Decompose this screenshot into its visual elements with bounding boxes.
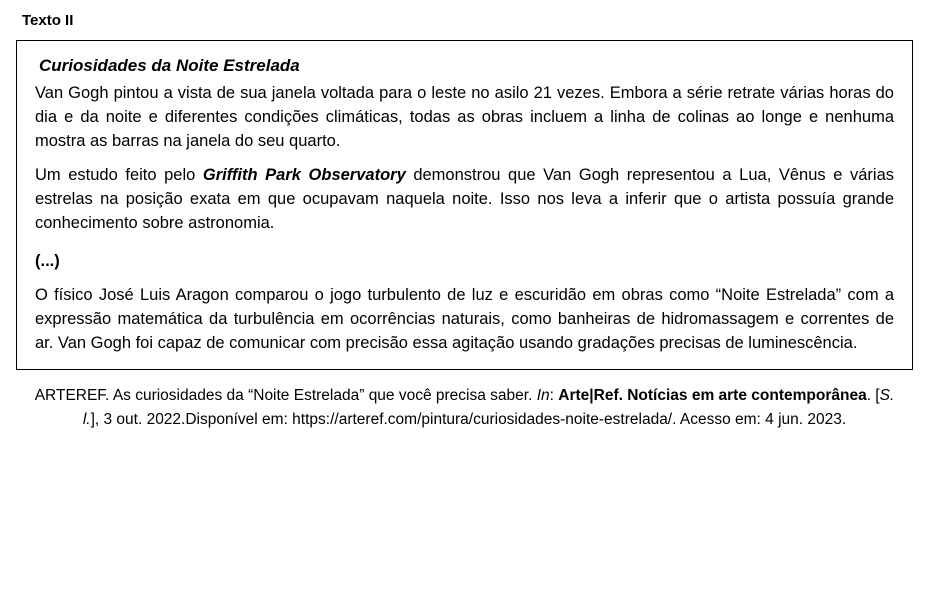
paragraph-2: Um estudo feito pelo Griffith Park Observatory demonstrou que Van Gogh representou a Lua, Vênus e várias estrelas na posição exata em que ocupavam naquela noite. Isso nos leva a inferir que o artista possuía grande conhecimento sobre astronomia.: [35, 166, 895, 232]
ellipsis-marker: (...): [35, 252, 60, 270]
paragraph-1: Van Gogh pintou a vista de sua janela voltada para o leste no asilo 21 vezes. Embora a série retrate várias horas do dia e da noite e diferentes condições climáticas, todas as obras incluem a linha de colinas ao longe e nenhuma mostra as barras na janela do seu quarto.: [35, 84, 894, 150]
source-citation: ARTEREF. As curiosidades da “Noite Estrelada” que você precisa saber. In: Arte|Ref. Notícias em arte contemporânea. [S. l.], 3 out. 2022.Disponível em: https://arteref.com/pintura/curiosidades-noite-estrelada/. Acesso em: 4 jun. 2023.: [34, 387, 895, 428]
text-box-title: Curiosidades da Noite Estrelada: [39, 56, 300, 75]
page-title: Texto II: [22, 12, 74, 29]
paragraph-3: O físico José Luis Aragon comparou o jogo turbulento de luz e escuridão em obras como “Noite Estrelada” com a expressão matemática da turbulência em ocorrências naturais, como banheiras de hidromassagem e correntes de ar. Van Gogh foi capaz de comunicar com precisão essa agitação usando gradações precisas de luminescência.: [35, 286, 894, 352]
text-box: [16, 40, 913, 370]
